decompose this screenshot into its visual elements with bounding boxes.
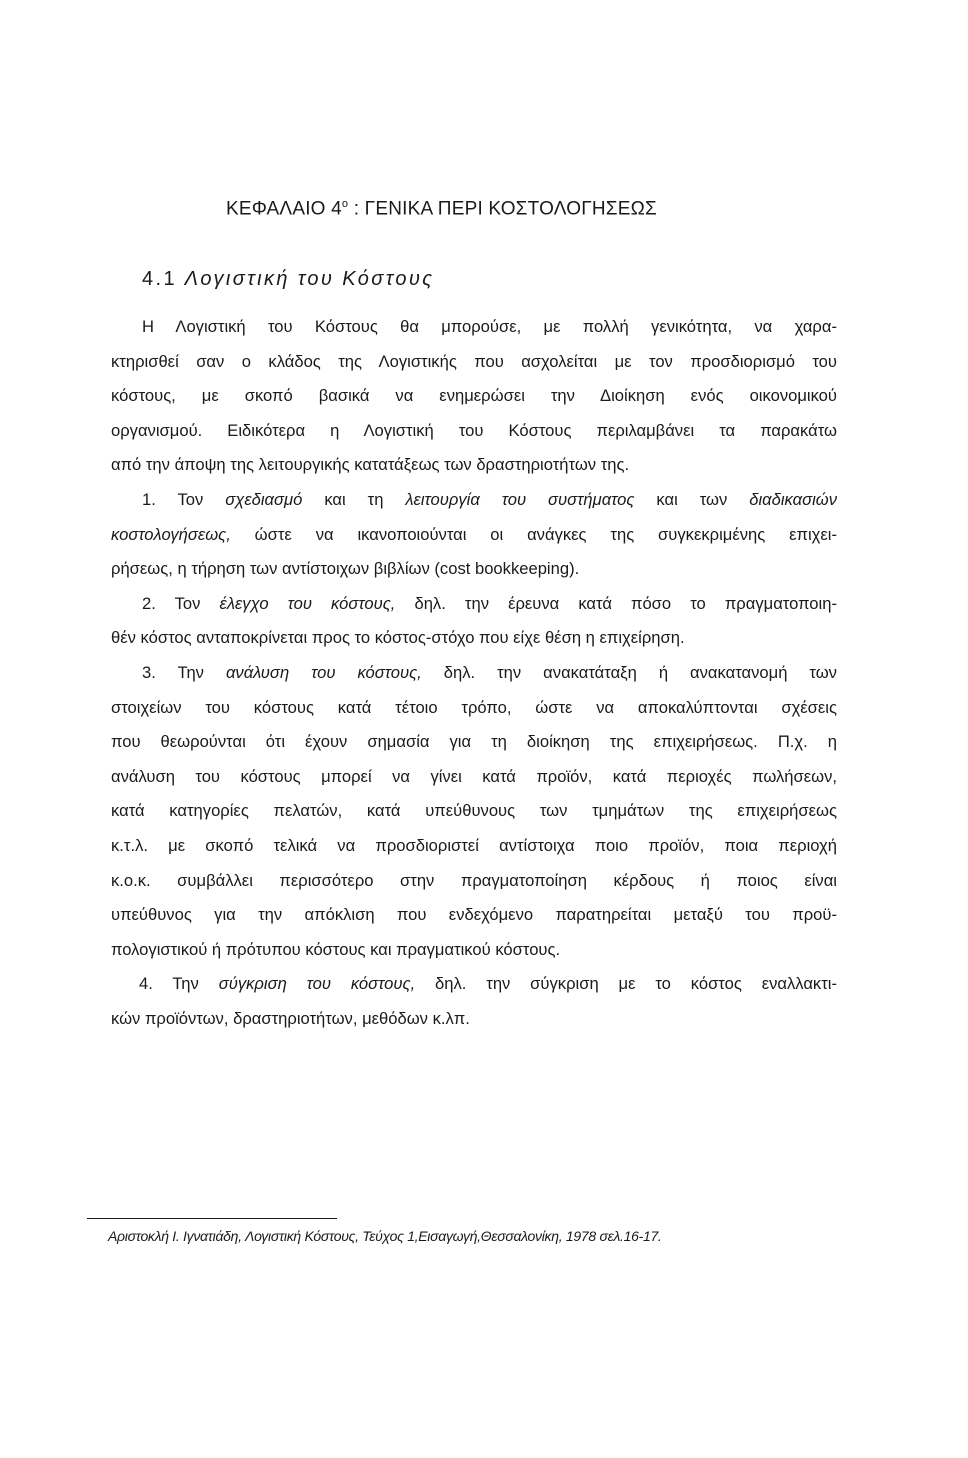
text-run: δηλ. την έρευνα κατά πόσο το πραγματοποιη- xyxy=(395,593,837,613)
text-run: και τη xyxy=(302,489,406,509)
text-line: Η Λογιστική του Κόστους θα μπορούσε, με πολλή γενικότητα, να χαρα- xyxy=(142,317,837,336)
intro-paragraph xyxy=(111,310,837,483)
text-line: κών προϊόντων, δραστηριοτήτων, μεθόδων κ.λπ. xyxy=(111,1008,470,1028)
section-heading xyxy=(142,268,434,291)
text-line: από την άποψη της λειτουργικής κατατάξεως των δραστηριοτήτων της. xyxy=(111,455,630,475)
section-number: 4.1 xyxy=(142,268,178,290)
emphasis: ανάλυση του κόστους, xyxy=(225,662,422,682)
text-run: 4. Την xyxy=(139,974,219,994)
text-line: κ.τ.λ. με σκοπό τελικά να προσδιοριστεί αντίστοιχα ποιο προϊόν, ποια περιοχή xyxy=(111,835,837,855)
chapter-title: ΚΕΦΑΛΑΙΟ 4 xyxy=(226,198,342,220)
emphasis: έλεγχο του κόστους, xyxy=(219,593,396,613)
body-text xyxy=(111,310,837,1036)
list-item-3 xyxy=(111,656,837,967)
text-line: κ.ο.κ. συμβάλλει περισσότερο στην πραγματοποίηση κέρδους ή ποιος είναι xyxy=(111,870,837,890)
text-line: κόστους, με σκοπό βασικά να ενημερώσει την Διοίκηση ενός οικονομικού xyxy=(111,386,837,406)
footnote-rule xyxy=(87,1218,337,1219)
text-run: δηλ. την σύγκριση με το κόστος εναλλακτι- xyxy=(415,974,837,994)
text-line: κτηρισθεί σαν ο κλάδος της Λογιστικής που ασχολείται με τον προσδιορισμό του xyxy=(111,351,837,371)
emphasis: λειτουργία του συστήματος xyxy=(405,489,635,509)
emphasis: σύγκριση του κόστους, xyxy=(218,974,416,994)
text-run: και των xyxy=(634,489,750,509)
text-line: κατά κατηγορίες πελατών, κατά υπεύθυνους των τμημάτων της επιχειρήσεως xyxy=(111,801,837,821)
list-item-2 xyxy=(111,587,837,656)
emphasis: διαδικασιών xyxy=(749,489,837,509)
text-run: ώστε να ικανοποιούνται οι ανάγκες της συγκεκριμένης επιχει- xyxy=(230,524,837,544)
text-run: 3. Την xyxy=(142,662,226,682)
footnote: Αριστοκλή Ι. Ιγνατιάδη, Λογιστική Κόστους, Τεύχος 1,Εισαγωγή,Θεσσαλονίκη, 1978 σελ.16-17. xyxy=(108,1228,662,1244)
emphasis: σχεδιασμό xyxy=(225,489,303,509)
emphasis: κοστολογήσεως, xyxy=(111,524,231,544)
text-line: που θεωρούνται ότι έχουν σημασία για τη διοίκηση της επιχειρήσεως. Π.χ. η xyxy=(111,732,837,752)
text-line: θέν κόστος ανταποκρίνεται προς το κόστος-στόχο που είχε θέση η επιχείρηση. xyxy=(111,628,685,648)
list-item-4 xyxy=(111,967,837,1036)
chapter-superscript: ο xyxy=(341,198,349,210)
text-run: 2. Τον xyxy=(142,593,220,613)
text-line: πολογιστικού ή πρότυπου κόστους και πραγματικού κόστους. xyxy=(111,939,561,959)
text-run: 1. Τον xyxy=(142,489,226,509)
section-title: Λογιστική του Κόστους xyxy=(184,268,435,290)
chapter-heading xyxy=(226,198,657,220)
chapter-subtitle: : ΓΕΝΙΚΑ ΠΕΡΙ ΚΟΣΤΟΛΟΓΗΣΕΩΣ xyxy=(353,198,657,220)
text-line: οργανισμού. Ειδικότερα η Λογιστική του Κόστους περιλαμβάνει τα παρακάτω xyxy=(111,420,837,440)
text-line: ανάλυση του κόστους μπορεί να γίνει κατά προϊόν, κατά περιοχές πωλήσεων, xyxy=(111,766,837,786)
text-run: δηλ. την ανακατάταξη ή ανακατανομή των xyxy=(421,662,837,682)
list-item-1 xyxy=(111,483,837,587)
text-line: στοιχείων του κόστους κατά τέτοιο τρόπο, ώστε να αποκαλύπτονται σχέσεις xyxy=(111,697,837,717)
text-line: υπεύθυνος για την απόκλιση που ενδεχόμενο παρατηρείται μεταξύ του προϋ- xyxy=(111,905,837,925)
text-line: ρήσεως, η τήρηση των αντίστοιχων βιβλίων (cost bookkeeping). xyxy=(111,559,580,579)
